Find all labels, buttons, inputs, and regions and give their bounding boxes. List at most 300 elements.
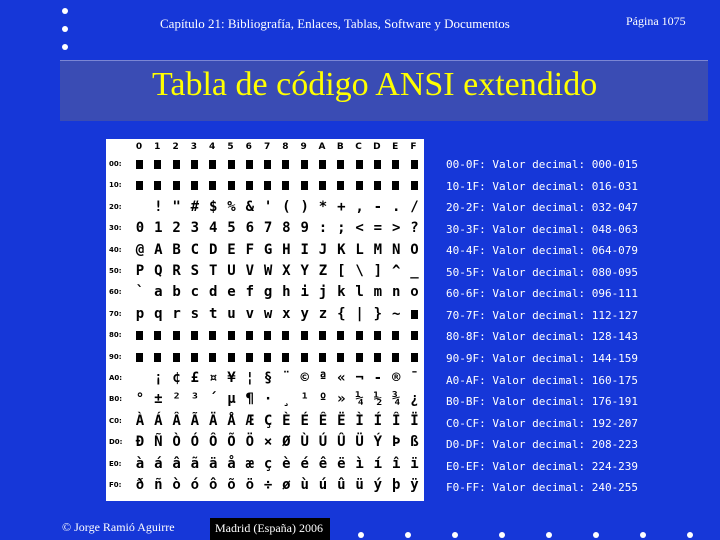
char-cell: _ [410, 263, 419, 279]
char-cell: ¬ [355, 370, 364, 386]
char-cell: s [190, 305, 200, 322]
char-cell: ´ [208, 391, 218, 408]
char-cell: ¼ [355, 391, 364, 408]
control-char-glyph [356, 331, 363, 340]
char-cell: Y [300, 263, 309, 279]
control-char-glyph [337, 181, 344, 190]
char-cell: © [300, 370, 309, 386]
char-cell: ü [355, 477, 364, 493]
control-char-glyph [191, 160, 198, 169]
char-cell: É [300, 412, 309, 429]
char-cell: y [300, 305, 309, 322]
control-char-glyph [209, 353, 216, 362]
column-header: 0 [135, 142, 143, 152]
control-char-glyph [228, 331, 235, 340]
control-char-glyph [337, 160, 344, 169]
char-cell: Þ [391, 434, 401, 451]
control-char-glyph [356, 160, 363, 169]
char-cell: I [300, 241, 309, 258]
char-cell: 8 [282, 220, 291, 237]
control-char-glyph [392, 353, 399, 362]
range-line: 30-3F: Valor decimal: 048-063 [446, 222, 639, 236]
char-cell: G [263, 241, 273, 258]
char-cell: ® [391, 370, 401, 386]
char-cell: c [190, 284, 200, 301]
char-cell: 0 [135, 220, 145, 237]
char-cell: - [373, 370, 383, 386]
char-cell: b [172, 284, 181, 301]
control-char-glyph [411, 353, 418, 362]
char-cell: D [208, 241, 218, 258]
decor-dot [62, 44, 68, 50]
range-line: 80-8F: Valor decimal: 128-143 [446, 330, 639, 344]
char-cell: n [391, 284, 401, 301]
control-char-glyph [136, 160, 143, 169]
char-cell: f [245, 284, 255, 301]
row-label: F0: [109, 481, 122, 489]
control-char-glyph [228, 160, 235, 169]
char-cell: ò [172, 477, 181, 493]
column-header: E [392, 142, 399, 152]
control-char-glyph [136, 331, 143, 340]
decor-dot [593, 532, 599, 538]
row-label: 40: [109, 245, 122, 254]
char-cell: x [282, 305, 291, 322]
char-cell: @ [135, 241, 145, 258]
char-cell: Ê [318, 412, 328, 429]
char-cell: ú [318, 477, 328, 493]
control-char-glyph [411, 160, 418, 169]
char-cell: 1 [154, 220, 163, 237]
range-line: E0-EF: Valor decimal: 224-239 [446, 459, 639, 473]
char-cell: ÷ [263, 477, 273, 493]
control-char-glyph [154, 353, 161, 362]
footer-place: Madrid (España) 2006 [215, 521, 323, 535]
char-cell: À [135, 412, 145, 429]
char-cell: z [318, 305, 328, 322]
range-line: 10-1F: Valor decimal: 016-031 [446, 179, 639, 193]
char-cell: 9 [300, 220, 309, 237]
char-cell: ! [154, 198, 163, 215]
char-cell: Ï [410, 412, 419, 429]
char-cell: | [355, 305, 364, 322]
char-cell: Ë [337, 412, 346, 429]
char-cell: â [172, 455, 181, 472]
char-cell: Ý [373, 434, 383, 451]
char-cell: S [190, 263, 200, 279]
char-cell: K [337, 241, 346, 258]
char-cell: ë [337, 455, 346, 472]
char-cell: A [154, 241, 163, 258]
char-cell: ¾ [391, 391, 401, 408]
char-cell: Í [373, 412, 383, 429]
char-cell: ô [208, 477, 218, 493]
char-cell: ¡ [154, 370, 163, 386]
decor-dot [358, 532, 364, 538]
page-number: Página 1075 [626, 14, 686, 28]
char-cell: ¥ [227, 370, 236, 386]
control-char-glyph [154, 331, 161, 340]
control-char-glyph [191, 181, 198, 190]
control-char-glyph [246, 181, 253, 190]
char-cell: N [391, 241, 401, 258]
char-cell: U [227, 263, 236, 279]
control-char-glyph [173, 160, 180, 169]
char-cell: · [263, 391, 273, 408]
char-cell: Z [318, 263, 328, 279]
char-cell: ¤ [208, 370, 218, 386]
control-char-glyph [282, 181, 289, 190]
char-cell [130, 368, 150, 388]
char-cell: # [190, 198, 200, 215]
control-char-glyph [228, 181, 235, 190]
range-line: A0-AF: Valor decimal: 160-175 [446, 373, 639, 387]
control-char-glyph [319, 160, 326, 169]
char-cell: ¯ [410, 370, 419, 386]
char-cell: î [391, 455, 401, 472]
char-cell: ý [373, 477, 383, 493]
char-cell: è [282, 455, 291, 472]
column-header: D [373, 142, 381, 152]
char-cell: \ [355, 263, 364, 279]
char-cell: ³ [190, 391, 200, 408]
char-cell: v [245, 305, 255, 322]
char-cell: { [337, 305, 346, 322]
char-cell: ¢ [172, 370, 181, 386]
row-label: 90: [109, 352, 122, 361]
char-cell: k [337, 284, 346, 301]
char-cell: ð [135, 477, 145, 493]
char-cell: Ñ [154, 434, 163, 451]
char-cell: Ù [300, 434, 309, 451]
char-cell: X [282, 263, 291, 279]
char-cell: u [227, 305, 236, 322]
decor-dot [62, 8, 68, 14]
char-cell: 6 [245, 220, 255, 237]
char-cell: t [208, 305, 218, 322]
char-cell: £ [190, 370, 200, 386]
char-cell: J [318, 241, 328, 258]
control-char-glyph [374, 181, 381, 190]
char-cell: ½ [373, 391, 383, 408]
char-cell: e [227, 284, 236, 301]
control-char-glyph [337, 353, 344, 362]
control-char-glyph [411, 331, 418, 340]
control-char-glyph [264, 160, 271, 169]
char-cell: ê [318, 455, 328, 472]
control-char-glyph [392, 331, 399, 340]
control-char-glyph [374, 353, 381, 362]
column-header: 6 [245, 142, 252, 152]
char-cell: à [135, 455, 145, 472]
char-cell: û [337, 477, 346, 493]
char-cell: p [135, 305, 145, 322]
char-cell: } [373, 305, 383, 322]
char-cell: Ú [318, 434, 328, 451]
row-label: 30: [109, 224, 122, 233]
char-cell: ^ [391, 263, 401, 279]
char-cell: L [355, 241, 364, 258]
control-char-glyph [246, 331, 253, 340]
range-line: F0-FF: Valor decimal: 240-255 [446, 481, 639, 495]
range-line: C0-CF: Valor decimal: 192-207 [446, 416, 639, 430]
char-cell: ; [337, 220, 346, 237]
char-cell: ç [263, 455, 273, 472]
decor-dot [62, 26, 68, 32]
char-cell: " [172, 198, 181, 215]
column-header: 7 [263, 142, 271, 152]
control-char-glyph [301, 331, 308, 340]
char-cell: [ [337, 263, 346, 279]
row-label: E0: [109, 459, 122, 468]
char-cell: « [337, 370, 346, 386]
range-line: 60-6F: Valor decimal: 096-111 [446, 287, 639, 301]
column-header: C [355, 142, 362, 152]
decor-dot [687, 532, 693, 538]
char-cell: ¹ [300, 391, 309, 408]
range-line: 50-5F: Valor decimal: 080-095 [446, 265, 639, 279]
char-cell: & [245, 198, 255, 215]
column-header: 9 [300, 142, 307, 152]
char-cell: ã [190, 455, 200, 472]
char-cell: 7 [263, 220, 273, 237]
char-cell: O [410, 241, 419, 258]
row-label: B0: [109, 395, 123, 404]
char-cell: Ä [208, 412, 218, 429]
char-cell: h [282, 284, 291, 301]
decor-dot [405, 532, 411, 538]
control-char-glyph [337, 331, 344, 340]
char-cell: ¸ [282, 391, 291, 408]
row-label: 00: [109, 160, 122, 168]
char-cell: Ü [355, 434, 364, 451]
char-cell: 2 [172, 220, 181, 237]
decor-dot [499, 532, 505, 538]
char-cell: - [373, 198, 383, 215]
slide-title: Tabla de código ANSI extendido [152, 66, 598, 103]
control-char-glyph [392, 181, 399, 190]
char-cell: ö [245, 477, 255, 493]
control-char-glyph [319, 331, 326, 340]
control-char-glyph [264, 353, 271, 362]
control-char-glyph [282, 331, 289, 340]
char-cell: Ø [282, 434, 291, 451]
control-char-glyph [209, 331, 216, 340]
control-char-glyph [374, 331, 381, 340]
row-label: A0: [109, 374, 123, 382]
char-cell: w [263, 305, 273, 322]
char-cell: Ð [135, 434, 145, 451]
char-cell: > [391, 220, 401, 237]
char-cell: ñ [154, 477, 163, 493]
control-char-glyph [411, 310, 418, 319]
char-cell: ± [154, 391, 163, 408]
char-cell: V [245, 263, 255, 279]
char-cell: i [300, 284, 309, 301]
char-cell: j [318, 284, 328, 301]
column-header: 2 [172, 142, 179, 152]
char-cell: H [282, 241, 291, 258]
char-cell: , [355, 198, 364, 215]
control-char-glyph [246, 160, 253, 169]
column-header: 1 [154, 142, 161, 152]
control-char-glyph [136, 353, 143, 362]
chapter-title: Capítulo 21: Bibliografía, Enlaces, Tablas, Software y Documentos [160, 16, 510, 31]
char-cell: é [300, 455, 309, 472]
control-char-glyph [173, 331, 180, 340]
column-header: F [410, 142, 417, 152]
char-cell: ) [300, 198, 309, 215]
char-cell: ( [282, 198, 291, 215]
char-cell: ø [282, 477, 291, 493]
control-char-glyph [301, 181, 308, 190]
char-cell: = [373, 220, 383, 237]
range-line: B0-BF: Valor decimal: 176-191 [446, 395, 639, 409]
char-cell: ¨ [282, 370, 291, 386]
control-char-glyph [154, 160, 161, 169]
char-cell: / [410, 198, 419, 215]
char-cell: C [190, 241, 200, 258]
char-cell: Ò [172, 434, 181, 451]
char-cell: õ [227, 477, 236, 493]
char-cell: o [410, 284, 419, 301]
char-cell: Å [227, 412, 236, 429]
decor-dot [546, 532, 552, 538]
char-cell: T [208, 263, 218, 279]
row-label: 70: [109, 309, 122, 318]
footer-author: © Jorge Ramió Aguirre [62, 520, 175, 534]
char-cell: ° [135, 391, 145, 408]
char-cell: í [373, 455, 383, 472]
char-cell: + [337, 198, 346, 215]
char-cell: E [227, 241, 236, 258]
char-cell: P [135, 263, 145, 279]
char-cell: Ç [263, 412, 273, 429]
char-cell: Î [391, 412, 401, 429]
decor-dot [452, 532, 458, 538]
column-header: B [336, 142, 344, 152]
char-cell: á [154, 455, 163, 472]
control-char-glyph [191, 331, 198, 340]
control-char-glyph [173, 353, 180, 362]
row-label: 80: [109, 331, 122, 340]
column-header: A [318, 142, 326, 152]
char-cell: å [227, 455, 236, 472]
char-cell: M [373, 241, 383, 258]
char-cell: ä [208, 455, 218, 472]
char-cell: B [172, 241, 181, 258]
char-cell: ? [410, 220, 419, 237]
char-cell: 3 [190, 220, 200, 237]
char-cell: m [373, 284, 383, 301]
row-label: D0: [109, 438, 123, 447]
char-cell: Á [154, 412, 163, 429]
control-char-glyph [392, 160, 399, 169]
char-cell: ¦ [245, 370, 255, 386]
control-char-glyph [319, 353, 326, 362]
char-cell: » [337, 391, 346, 408]
char-cell: a [154, 284, 163, 301]
control-char-glyph [173, 181, 180, 190]
control-char-glyph [319, 181, 326, 190]
char-cell: Ã [190, 412, 200, 429]
row-label: C0: [109, 416, 122, 425]
char-cell: Ó [190, 434, 200, 451]
range-line: 20-2F: Valor decimal: 032-047 [446, 201, 639, 215]
column-header: 3 [190, 142, 198, 152]
char-cell: ¶ [245, 391, 255, 408]
char-cell: § [263, 370, 273, 386]
range-line: 40-4F: Valor decimal: 064-079 [446, 244, 639, 258]
char-cell: ù [300, 477, 309, 493]
char-cell: ì [355, 455, 364, 472]
control-char-glyph [191, 353, 198, 362]
char-cell: ï [410, 455, 419, 472]
char-cell: ª [318, 370, 328, 386]
control-char-glyph [282, 160, 289, 169]
char-cell: F [245, 241, 255, 258]
char-cell: Æ [245, 412, 255, 429]
char-cell: þ [391, 477, 401, 493]
char-cell: ß [410, 434, 419, 451]
char-cell: < [355, 220, 364, 237]
ansi-table-image [106, 139, 424, 501]
char-cell: Ì [355, 412, 364, 429]
row-label: 10: [109, 181, 122, 190]
char-cell: Ô [208, 434, 218, 451]
char-cell: R [172, 263, 181, 279]
char-cell: æ [245, 455, 255, 472]
char-cell: r [172, 305, 181, 322]
control-char-glyph [301, 160, 308, 169]
char-cell: ~ [391, 305, 401, 322]
char-cell: Õ [227, 434, 236, 451]
char-cell: W [263, 263, 273, 279]
char-cell: ² [172, 391, 181, 408]
control-char-glyph [246, 353, 253, 362]
control-char-glyph [301, 353, 308, 362]
control-char-glyph [374, 160, 381, 169]
char-cell: ÿ [410, 477, 419, 493]
decor-dot [640, 532, 646, 538]
control-char-glyph [209, 181, 216, 190]
char-cell: * [318, 198, 328, 215]
control-char-glyph [356, 353, 363, 362]
char-cell: Â [172, 412, 181, 429]
char-cell: Û [337, 434, 346, 451]
char-cell: ` [135, 284, 145, 301]
char-cell: 5 [227, 220, 236, 237]
control-char-glyph [264, 331, 271, 340]
char-cell: µ [227, 391, 236, 408]
char-cell: º [318, 391, 328, 408]
char-cell: ] [373, 263, 383, 279]
row-label: 50: [109, 267, 122, 275]
control-char-glyph [154, 181, 161, 190]
column-header: 4 [209, 142, 216, 152]
control-char-glyph [282, 353, 289, 362]
control-char-glyph [136, 181, 143, 190]
char-cell: ¿ [410, 391, 419, 408]
control-char-glyph [264, 181, 271, 190]
control-char-glyph [228, 353, 235, 362]
control-char-glyph [356, 181, 363, 190]
char-cell: . [391, 198, 401, 215]
range-line: 90-9F: Valor decimal: 144-159 [446, 351, 639, 365]
range-line: 70-7F: Valor decimal: 112-127 [446, 308, 639, 322]
row-label: 20: [109, 202, 122, 211]
char-cell: 4 [208, 220, 218, 237]
